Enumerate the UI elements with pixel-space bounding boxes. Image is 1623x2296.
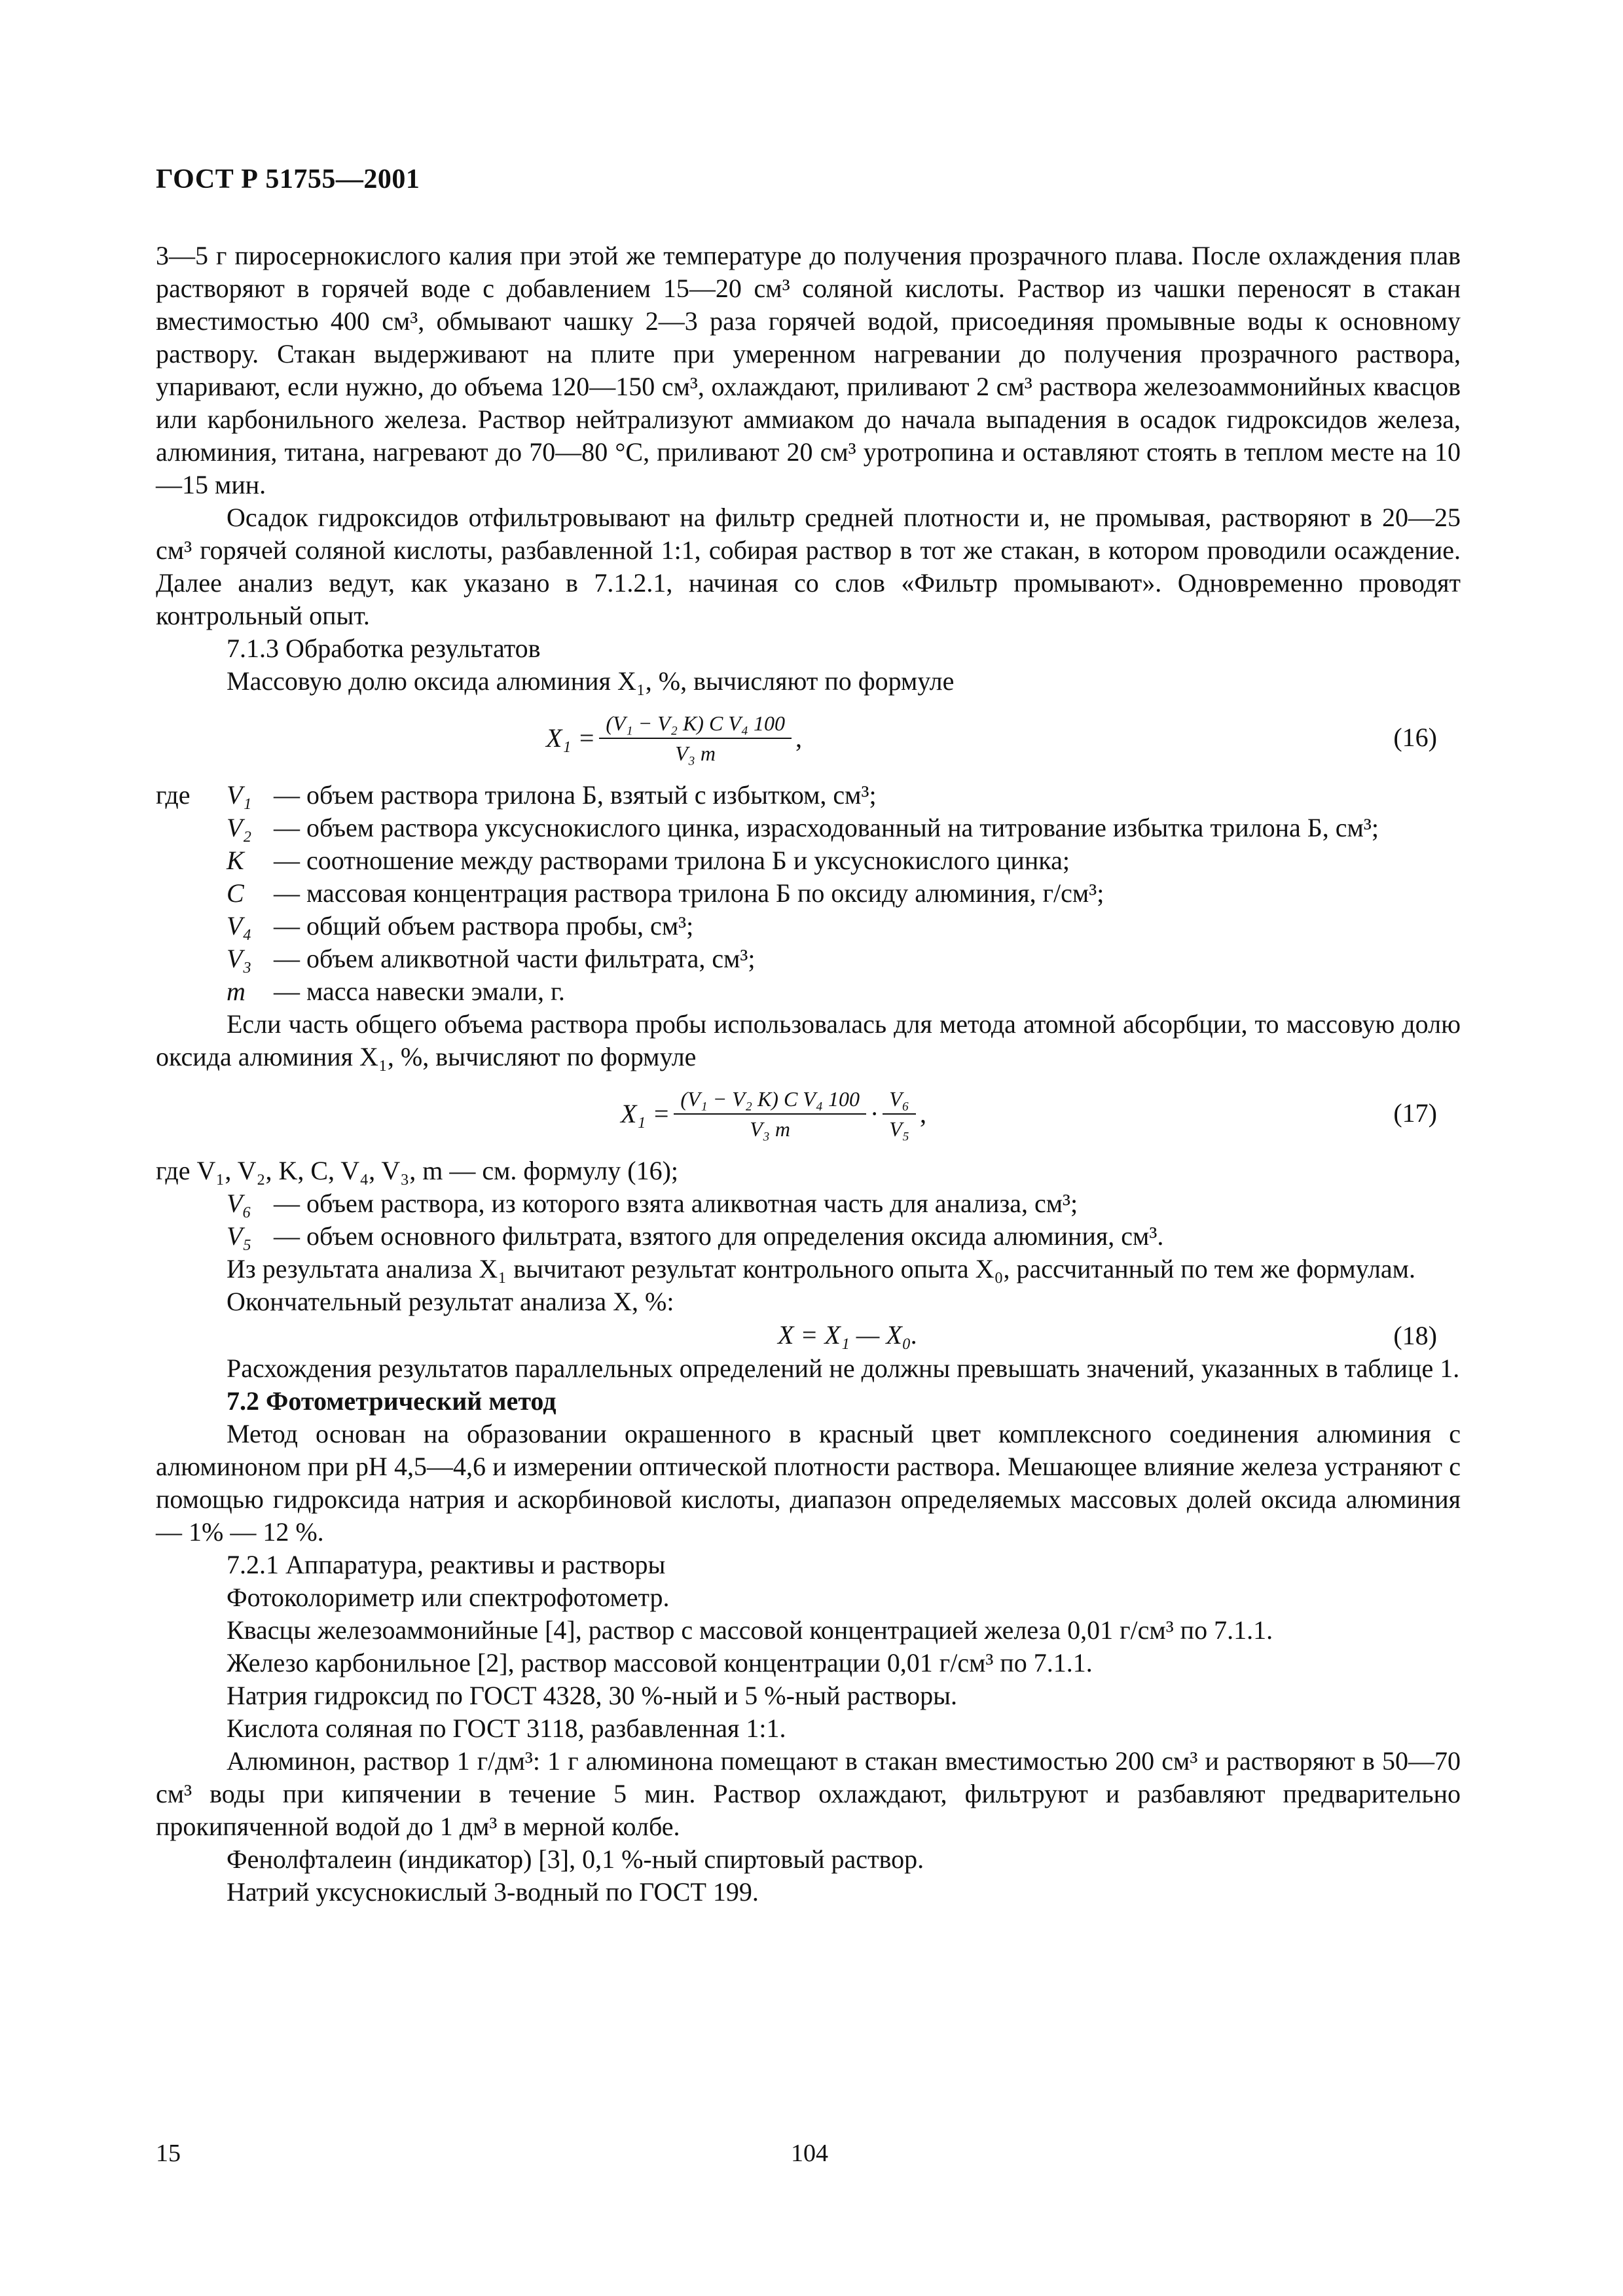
- paragraph-control-result: Из результата анализа X₁ вычитают результат контрольного опыта X₀, рассчитанный по тем же формулам.: [227, 1254, 1415, 1283]
- legend-16-row-2: [156, 812, 1461, 844]
- paragraph-discrepancy: Расхождения результатов параллельных определений не должны превышать значений, указанных в таблице 1.: [227, 1354, 1460, 1383]
- legend-16-sym-1: V₁: [227, 780, 252, 810]
- formula-18-expr: X = X₁ — X₀.: [778, 1320, 918, 1350]
- paragraph-final-result: Окончательный результат анализа X, %:: [227, 1287, 674, 1316]
- paragraph-formula-16-intro: Массовую долю оксида алюминия X₁, %, вычисляют по формуле: [227, 666, 955, 696]
- legend-16-def-1: — объем раствора трилона Б, взятый с избытком, см³;: [274, 780, 877, 810]
- formula-17-denominator-2: V₅: [889, 1117, 909, 1141]
- legend-16-def-7: — масса навески эмали, г.: [274, 977, 565, 1006]
- formula-17: [156, 1077, 1461, 1151]
- footer-page-number-left: 15: [156, 2140, 181, 2167]
- subsection-7-2-1: 7.2.1 Аппаратура, реактивы и растворы: [227, 1550, 666, 1579]
- formula-17-trail: ,: [919, 1099, 926, 1128]
- paragraph-aluminon: Алюминон, раствор 1 г/дм³: 1 г алюминона помещают в стакан вместимостью 200 см³ и растворяют в 50—70 см³ воды при кипячении в течение 5 мин. Раствор охлаждают, фильтруют и разбавляют предварительно прокипяченной водой до 1 дм³ в мерной колбе.: [156, 1746, 1461, 1841]
- legend-16-sym-3: K: [227, 846, 244, 875]
- formula-17-lhs: X₁ =: [621, 1099, 670, 1128]
- paragraph-sodium-acetate: Натрий уксуснокислый 3-водный по ГОСТ 199.: [227, 1877, 759, 1907]
- formula-18: [156, 1318, 1461, 1352]
- formula-17-denominator: V₃ m: [750, 1117, 791, 1141]
- legend-17-def-1: — объем раствора, из которого взята аликвотная часть для анализа, см³;: [274, 1189, 1078, 1218]
- section-7-2-title: 7.2 Фотометрический метод: [227, 1386, 556, 1416]
- legend-17-sym-1: V₆: [227, 1189, 252, 1218]
- formula-17-fraction-1: [674, 1086, 866, 1142]
- paragraph-1: 3—5 г пиросернокислого калия при этой же температуре до получения прозрачного плава. После охлаждения плав растворяют в горячей воде с добавлением 15—20 см³ соляной кислоты. Раствор из чашки переносят в стакан вместимостью 400 см³, обмывают чашку 2—3 раза горячей водой, присоединяя промывные воды к основному раствору. Стакан выдерживают на плите при умеренном нагревании до получения прозрачного раствора, упаривают, если нужно, до объема 120—150 см³, охлаждают, приливают 2 см³ раствора железоаммонийных квасцов или карбонильного железа. Раствор нейтрализуют аммиаком до начала выпадения в осадок гидроксидов железа, алюминия, титана, нагревают до 70—80 °С, приливают 20 см³ уротропина и оставляют стоять в теплом месте на 10—15 мин.: [156, 241, 1461, 499]
- formula-16-fraction: [599, 710, 792, 766]
- legend-17-sym-2: V₅: [227, 1221, 252, 1251]
- legend-16-def-3: — соотношение между растворами трилона Б и уксуснокислого цинка;: [274, 846, 1070, 875]
- document-body: [156, 240, 1461, 1909]
- legend-16-def-5: — общий объем раствора пробы, см³;: [274, 911, 694, 941]
- legend-16-def-6: — объем аликвотной части фильтрата, см³;: [274, 944, 756, 973]
- formula-17-numerator: (V₁ − V₂ K) C V₄ 100: [674, 1086, 866, 1115]
- paragraph-alum: Квасцы железоаммонийные [4], раствор с массовой концентрацией железа 0,01 г/см³ по 7.1.1.: [227, 1615, 1273, 1645]
- legend-16-row-6: [156, 942, 1461, 975]
- legend-16-def-2: — объем раствора уксуснокислого цинка, израсходованный на титрование избытка трилона Б, см³;: [274, 813, 1379, 842]
- legend-16-row-4: [156, 877, 1461, 910]
- legend-16-row-7: [156, 975, 1461, 1008]
- legend-16-def-4: — массовая концентрация раствора трилона Б по оксиду алюминия, г/см³;: [274, 878, 1104, 908]
- formula-17-numerator-2: V₆: [883, 1086, 916, 1115]
- formula-16-number: (16): [1393, 723, 1437, 752]
- paragraph-iron: Железо карбонильное [2], раствор массовой концентрации 0,01 г/см³ по 7.1.1.: [227, 1648, 1093, 1677]
- legend-16-sym-6: V₃: [227, 944, 252, 973]
- legend-16-sym-4: C: [227, 878, 244, 908]
- legend-16-row-3: [156, 844, 1461, 877]
- legend-16-row-1: [156, 779, 1461, 812]
- paragraph-photocolorimeter: Фотоколориметр или спектрофотометр.: [227, 1583, 670, 1612]
- legend-17-intro: где V₁, V₂, K, C, V₄, V₃, m — см. формулу (16);: [156, 1156, 679, 1185]
- formula-16-lhs: X₁ =: [546, 723, 596, 753]
- formula-16-trail: ,: [795, 723, 802, 753]
- formula-17-dot: ·: [869, 1099, 879, 1128]
- formula-17-number: (17): [1393, 1098, 1437, 1128]
- footer-page-number-center: 104: [791, 2140, 828, 2167]
- formula-17-fraction-2: [883, 1086, 916, 1142]
- formula-16-numerator: (V₁ − V₂ K) C V₄ 100: [599, 710, 792, 739]
- legend-17-def-2: — объем основного фильтрата, взятого для определения оксида алюминия, см³.: [274, 1221, 1164, 1251]
- legend-17-row-1: [156, 1187, 1461, 1220]
- paragraph-formula-17-intro: Если часть общего объема раствора пробы использовалась для метода атомной абсорбции, то массовую долю оксида алюминия X₁, %, вычисляют по формуле: [156, 1009, 1461, 1071]
- legend-16-row-5: [156, 910, 1461, 942]
- formula-16-denominator: V₃ m: [675, 742, 716, 765]
- formula-18-number: (18): [1393, 1321, 1437, 1350]
- document-header: ГОСТ Р 51755—2001: [156, 164, 420, 194]
- paragraph-2: Осадок гидроксидов отфильтровывают на фильтр средней плотности и, не промывая, растворяют в 20—25 см³ горячей соляной кислоты, разбавленной 1:1, собирая раствор в тот же стакан, в котором проводили осаждение. Далее анализ ведут, как указано в 7.1.2.1, начиная со слов «Фильтр промывают». Одновременно проводят контрольный опыт.: [156, 503, 1461, 630]
- formula-16: [156, 702, 1461, 775]
- legend-16-intro: где: [156, 780, 191, 810]
- paragraph-phenolphthalein: Фенолфталеин (индикатор) [3], 0,1 %-ный спиртовый раствор.: [227, 1844, 924, 1874]
- paragraph-hcl: Кислота соляная по ГОСТ 3118, разбавленная 1:1.: [227, 1713, 786, 1743]
- legend-16-sym-5: V₄: [227, 911, 252, 941]
- paragraph-method: Метод основан на образовании окрашенного в красный цвет комплексного соединения алюминия с алюминоном при pH 4,5—4,6 и измерении оптической плотности раствора. Мешающее влияние железа устраняют с помощью гидроксида натрия и аскорбиновой кислоты, диапазон определяемых массовых долей оксида алюминия — 1% — 12 %.: [156, 1419, 1461, 1547]
- legend-17-row-2: [156, 1220, 1461, 1253]
- subsection-7-1-3: 7.1.3 Обработка результатов: [227, 634, 541, 663]
- paragraph-naoh: Натрия гидроксид по ГОСТ 4328, 30 %-ный и 5 %-ный растворы.: [227, 1681, 958, 1710]
- legend-16-sym-7: m: [227, 977, 246, 1006]
- legend-16-sym-2: V₂: [227, 813, 252, 842]
